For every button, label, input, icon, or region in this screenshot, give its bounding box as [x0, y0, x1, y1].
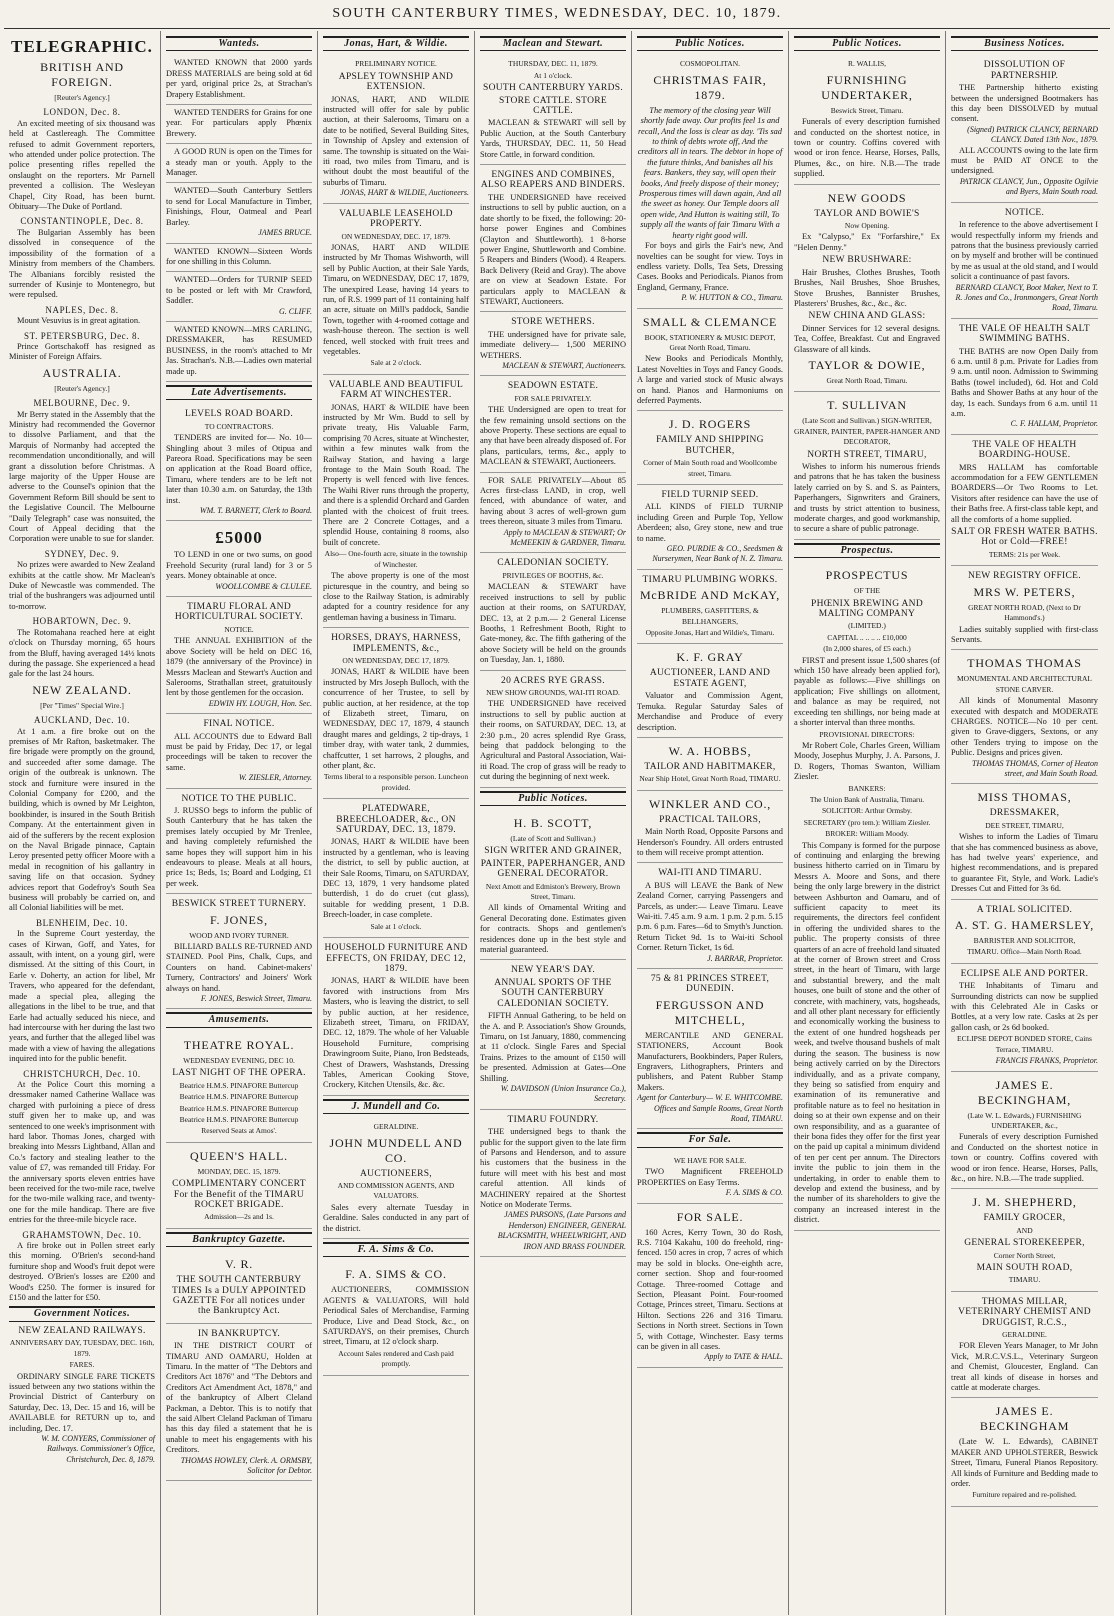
news-item: The Rotomahana reached here at eight o'clock on Thursday morning, 65 hours from the Bluff, having averaged 14½ knots during the passage. She experienced a head gale for the last 24 hours.: [9, 627, 155, 679]
column-jonas-hart-wildie: [318, 31, 475, 1615]
ad-name: J. M. SHEPHERD,: [972, 1195, 1077, 1210]
ad-subtitle: BANKERS:: [848, 783, 886, 793]
ad-title: HORSES, DRAYS, HARNESS, IMPLEMENTS, &c.,: [331, 633, 461, 654]
ad-signature: JONAS, HART & WILDIE, Auctioneers.: [340, 188, 469, 198]
ad-name: F. JONES,: [210, 912, 268, 927]
ad-title: NEW BRUSHWARE:: [822, 255, 912, 266]
ad-body: FOR Eleven Years Manager, to Mr John Vick, M.R.C.V.S.L., Veterinary Surgeon and Chemist, Gloucester, England. Can treat all kinds of disease in horses and cattle at moderate charges.: [951, 1341, 1098, 1393]
ad-signature: W. M. CONYERS, Commissioner of Railways. Commissioner's Office, Christchurch, Dec. 8, 1879.: [41, 1433, 155, 1464]
ad-subtitle: TO CONTRACTORS.: [204, 421, 274, 431]
ad-subtitle: Admission—2s and 1s.: [204, 1212, 274, 1222]
section-banner: Business Notices.: [951, 36, 1098, 51]
ad-signature: WM. T. BARNETT, Clerk to Board.: [199, 506, 312, 516]
ad-subtitle: BARRISTER AND SOLICITOR,: [973, 936, 1076, 946]
ad-body: Wishes to inform his numerous friends and patrons that he has taken the business lately carried on by S. and S. as Painters, Paperhangers, Signwriters and Grainers, and trusts by strict attention to business, moderate charges, and good workmanship, to secure a share of public patronage.: [794, 461, 940, 534]
ad-title: FINAL NOTICE.: [203, 719, 275, 730]
ad-name: TAYLOR & DOWIE,: [808, 357, 926, 372]
cast-line: Beatrice H.M.S. PINAFORE Buttercup: [179, 1103, 299, 1113]
ad-body: Mr Robert Cole, Charles Green, William Moody, Josephus Murphy, J. A. Parsons, J. D. Rogers, Thomas Swanton, William Ziesler.: [794, 740, 940, 782]
ad-subtitle: Near Ship Hotel, Great North Road, TIMARU.: [639, 774, 781, 784]
ad-subtitle: PRIVILEGES OF BOOTHS, &c.: [502, 570, 604, 580]
ad-title: SALT OR FRESH WATER BATHS. Hot or Cold—FREE!: [951, 527, 1098, 548]
ad-body: All kinds of Ornamental Writing and General Decorating done. Estimates given for contracts. Shops and gentlemen's residences done up in the best style and material guaranteed.: [480, 903, 626, 955]
ad-body: A GOOD RUN is open on the Times for a steady man or youth. Apply to the Manager.: [166, 147, 312, 178]
ad-subtitle: ECLIPSE DEPOT BONDED STORE, Cains Terrace, TIMARU.: [957, 1034, 1092, 1054]
ad-body: A BUS will LEAVE the Bank of New Zealand Corner, carrying Passengers and Parcels, as under:— Leave Timaru. Leave Wai-iti. 7.45 a.m. 9 a.m. 1 p.m. 2 p.m. 5.15 p.m. 6 p.m. Fares—6d to Smyth's Junction. Return Ticket 9d. 1s to Wai-iti School Corner. Return Ticket, 1s 6d.: [637, 880, 783, 953]
ad-title: PRACTICAL TAILORS,: [659, 814, 761, 825]
ad-body: WANTED—South Canterbury Settlers to send for Local Manufacture in Timber, Finishings, Flour, Oatmeal and Pearl Barley.: [166, 186, 312, 227]
ad-subtitle: Also— One-fourth acre, situate in the township of Winchester.: [324, 549, 468, 569]
ad-body: Funerals of every description Furnished and Conducted on the shortest notice in town or country. Coffins covered with wood or iron fence. Hearse, Horses, Palls, &c., on hire. N.B.—The trade supplied.: [951, 1132, 1098, 1183]
ad-title: SOUTH CANTERBURY YARDS.: [482, 83, 623, 94]
ad-signature: WOOLLCOMBE & CLULEE.: [215, 581, 312, 591]
dateline: MELBOURNE, Dec. 9.: [33, 398, 131, 409]
column-public-notices-2: [789, 31, 946, 1615]
cast-line: Beatrice H.M.S. PINAFORE Buttercup: [179, 1080, 299, 1090]
ad-subtitle: BOOK, STATIONERY & MUSIC DEPOT, Great North Road, Timaru.: [644, 332, 776, 352]
ad-body: Hair Brushes, Clothes Brushes, Tooth Brushes, Nail Brushes, Shoe Brushes, Stove Brushes, Bannister Brushes, Plasterers' Brushes, &c., &c., &c.: [794, 267, 940, 308]
ad-signature: THOMAS THOMAS, Corner of Heaton street, and Main South Road.: [972, 758, 1098, 778]
ad-subtitle: R. WALLIS,: [848, 59, 886, 69]
ad-subtitle: GREAT NORTH ROAD, (Next to Dr Hammond's.): [968, 602, 1081, 623]
ad-body: THE undersigned begs to thank the public for the support given to the late firm of Parsons and Henderson, and to assure his customers that the business in the future will meet with his best and most careful attention. All kinds of MACHINERY repaired at the Shortest Notice on Moderate Terms.: [480, 1127, 626, 1209]
ad-title: THE VALE OF HEALTH SALT SWIMMING BATHS.: [959, 323, 1090, 345]
ad-title: SEADOWN ESTATE.: [507, 381, 599, 392]
ad-signature: Apply to TATE & HALL.: [704, 1352, 783, 1362]
section-banner: Public Notices.: [480, 791, 626, 806]
ad-name: FERGUSSON AND MITCHELL,: [655, 997, 765, 1027]
ad-subtitle: (In 2,000 shares, of £5 each.): [823, 644, 911, 654]
ad-body: Sales every alternate Tuesday in Geraldine. Sales conducted in any part of the district.: [323, 1202, 469, 1233]
ad-title: NEW REGISTRY OFFICE.: [968, 571, 1081, 582]
ad-body: THE ANNUAL EXHIBITION of the above Society will be held on DEC 16, 1879 (the anniversary of the Province) in Messrs Maclean and Stewart's Auction and Salerooms, Strathallan street, gratuitously lent by those gentlemen for the occasion.: [166, 636, 312, 698]
ad-signature: GEO. PURDIE & CO., Seedsmen & Nurserymen, Near Bank of N. Z. Timaru.: [652, 544, 783, 564]
ad-title: ENGINES AND COMBINES, ALSO REAPERS AND BINDERS.: [480, 170, 626, 191]
ad-subtitle: (Late W. L. Edwards,) FURNISHING UNDERTAKER, &c.,: [967, 1110, 1082, 1130]
ad-body: JONAS, HART, AND WILDIE instructed will offer for sale by public auction, at their Salerooms, Timaru on a date to be notified, Several Building Sites, in Township of Apsley and extension of same. The township is situated on the Wai-iti road, two miles from Timaru, and is without doubt the most beautiful of the suburbs of Timaru.: [323, 94, 469, 187]
ad-name: MISS THOMAS,: [977, 790, 1072, 805]
ad-subtitle: NOTICE.: [224, 624, 254, 634]
cast-line: Beatrice H.M.S. PINAFORE Buttercup: [179, 1114, 299, 1124]
ad-title: CALEDONIAN SOCIETY.: [497, 558, 609, 569]
ad-signature: JAMES PARSONS, (Late Parsons and Henderson) ENGINEER, GENERAL BLACKSMITH, WHEELWRIGHT, AND IRON AND BRASS FOUNDER.: [497, 1210, 626, 1251]
ad-title: PLATEDWARE, BREECHLOADER, &c., ON SATURDAY, DEC. 13, 1879.: [336, 804, 456, 836]
ad-subtitle: FOR SALE PRIVATELY.: [514, 393, 592, 403]
ad-title: FAMILY AND SHIPPING BUTCHER,: [656, 435, 764, 456]
section-banner: Late Advertisements.: [166, 385, 312, 400]
ad-title: £5000: [215, 528, 263, 548]
ad-body: THE BATHS are now Open Daily from 6 a.m. until 8 p.m. Private for Ladies from 9 a.m. until noon. Admission to Swimming Baths (towel included), 6d. Hot and Cold Baths and Shower Baths at any hour of the day, 1s each. Sundays from 6 a.m. until 11 a.m.: [951, 346, 1098, 418]
ad-title: PAINTER, PAPERHANGER, AND GENERAL DECORATOR.: [480, 858, 626, 880]
ad-title: MAIN SOUTH ROAD,: [976, 1262, 1073, 1273]
ad-title: 20 ACRES RYE GRASS.: [501, 675, 605, 686]
wire-line: [Per "Times" Special Wire.]: [40, 700, 124, 710]
ad-subtitle: (Late Scott and Sullivan.) SIGN-WRITER, GRAINER, PAINTER, PAPER-HANGER AND DECORATOR,: [794, 416, 940, 447]
section-banner: Prospectus.: [794, 543, 940, 558]
ad-title: AUCTIONEERS,: [360, 1168, 432, 1179]
ad-signature: THOMAS HOWLEY, Clerk. A. ORMSBY, Solicitor for Debtor.: [180, 1455, 312, 1476]
news-item: Prince Gortschakoff has resigned as Minister of Foreign Affairs.: [9, 341, 155, 362]
ad-signature: P. W. HUTTON & CO., Timaru.: [681, 293, 783, 303]
column-business-notices: [946, 31, 1103, 1615]
ad-subtitle: WOOD AND IVORY TURNER.: [189, 930, 289, 940]
ad-name: FURNISHING UNDERTAKER,: [821, 72, 913, 102]
ad-body: Main North Road, Opposite Parsons and Henderson's Foundry. All orders entrusted to them will receive prompt attention.: [637, 827, 783, 857]
column-maclean-stewart: [475, 31, 632, 1615]
ad-title: NEW YEAR'S DAY.: [510, 965, 596, 976]
ad-title: FAMILY GROCER,: [983, 1213, 1066, 1224]
ad-subtitle: TIMARU. Office—Main North Road.: [967, 947, 1082, 957]
agency-line: [Reuter's Agency.]: [54, 93, 110, 102]
ad-body: WANTED—Orders for TURNIP SEED to be posted or left with Mr Crawford, Saddler.: [166, 275, 312, 306]
ad-title: IN BANKRUPTCY.: [197, 1328, 281, 1339]
ad-body: MERCANTILE AND GENERAL STATIONERS, Account Book Manufacturers, Bookbinders, Paper Rulers, Engravers, Lithographers, Printers and publishers, and Patent Rubber Stamp Makers.: [637, 1030, 783, 1092]
section-banner: Amusements.: [166, 1012, 312, 1027]
dateline: ST. PETERSBURG, Dec. 8.: [24, 330, 140, 341]
ad-name: McBRIDE AND McKAY,: [639, 588, 781, 603]
news-item: The Bulgarian Assembly has been dissolved in consequence of the impossibility of the formation of a Ministry from members of the Chambers. The Albanians forcibly resisted the surrender of Kusinje to Montenegro, but were repulsed.: [9, 227, 155, 300]
ad-title: AUCTIONEER, LAND AND ESTATE AGENT,: [649, 668, 771, 689]
ad-body: MRS HALLAM has comfortable accommodation for a FEW GENTLEMEN BOARDERS—Or Two Rooms to Let. Visitors after residence can have the use of their Baths free. A first-class table kept, and all the comforts of a home supplied.: [951, 462, 1098, 524]
ad-body: THE Undersigned are open to treat for the few remaining unsold sections on the above Property. These sections are equal to any that have been already disposed of. For plans, particulars, terms, &c., apply to MACLEAN & STEWART, Auctioneers.: [480, 405, 626, 467]
ad-title: A TRIAL SOLICITED.: [976, 904, 1073, 915]
ad-body: TENDERS are invited for— No. 10—Shingling about 3 miles of Otipua and Pareora Road. Specifications may be seen on application at the Road Board office, Timaru, where tenders are to be left not later than 10.30 a.m. on Saturday, the 13th inst.: [166, 433, 312, 505]
ad-body: Ladies suitably supplied with first-class Servants.: [951, 624, 1098, 644]
ad-body: Wishes to inform the Ladies of Timaru that she has commenced business as above, has had twelve years' experience, and highest recommendations, and is prepared to guarantee Fit, Style, and Work. Ladie's Dresses Cut and Fitted for 3s 6d.: [951, 832, 1098, 894]
ad-subtitle: THURSDAY, DEC. 11, 1879.: [508, 59, 598, 69]
ad-subtitle: SECRETARY (pro tem.): William Ziesler.: [803, 817, 931, 827]
dateline: CONSTANTINOPLE, Dec. 8.: [20, 216, 144, 227]
ad-body: ORDINARY SINGLE FARE TICKETS issued between any two stations within the Provincial District of Canterbury on Saturday, Dec. 13, Dec. 15 and 16, will be AVAILABLE for RETURN up to, and including, Dec. 17.: [9, 1371, 155, 1433]
ad-name: A. ST. G. HAMERSLEY,: [954, 918, 1095, 933]
ad-name: JAMES E. BECKINGHAM,: [977, 1077, 1072, 1107]
section-heading: AUSTRALIA.: [42, 365, 122, 380]
ad-subtitle: Beswick Street, Timaru.: [830, 105, 904, 115]
ad-body: (Late W. L. Edwards), CABINET MAKER AND UPHOLSTERER, Beswick Street, Timaru, Funeral Pianos Repository. All kinds of Furniture and Bedding made to order.: [951, 1437, 1098, 1489]
ad-subtitle: At 1 o'clock.: [533, 70, 573, 80]
section-banner: Bankruptcy Gazette.: [166, 1232, 312, 1247]
dateline: AUCKLAND, Dec. 10.: [33, 715, 131, 726]
ad-body: MACLEAN & STEWART will sell by Public Auction, at the South Canterbury Yards, THURSDAY, DEC. 11, 50 Head Store Cattle, in forward condition.: [480, 118, 626, 159]
ad-body: MACLEAN & STEWART have received instructions to sell by public auction at their rooms, on SATURDAY, DEC. 13, at 2 p.m.— 2 General License Booths, 1 Refreshment Booth, Right to Gate-money, &c. The fifth gathering of the above Society will be held on the grounds on Tuesday, Jan. 1, 1880.: [480, 582, 626, 665]
ad-signature: BERNARD CLANCY, Boot Maker, Next to T. R. Jones and Co., Ironmongers, Great North Road, Timaru.: [955, 282, 1098, 313]
ad-body: JONAS, HART & WILDIE have been instructed by a gentleman, who is leaving the district, to sell by public auction, at their Sale Rooms, Timaru, on SATURDAY, DEC 13, 1879, 1 very handsome plated butterdish, 1 do do cruet (cut glass), suitable for wedding present, 1 D.B. Breech-loader, in case complete.: [323, 837, 469, 920]
ad-signature: J. BARRAR, Proprietor.: [707, 953, 783, 963]
ad-body: JONAS, HART & WILDIE have been instructed by Mrs Joseph Bulloch, with the concurrence of her Trustee, to sell by public auction, at her residence, at the top of Elizabeth street, Timaru, on WEDNESDAY, DEC 17, 1879, 4 staunch draught mares and geldings, 2 tip-drays, 1 timber dray, with water tank, 2 dummies, chaffcutter, 1 set harrows, 2 ploughs, and other plant, &c.: [323, 667, 469, 770]
ad-body: WANTED TENDERS for Grains for one year. For particulars apply Phœnix Brewery.: [166, 108, 312, 138]
ad-name: THEATRE ROYAL.: [183, 1037, 295, 1052]
ad-subtitle: CAPITAL .. .. .. .. £10,000: [827, 632, 907, 642]
ad-title: NORTH STREET, TIMARU,: [807, 449, 927, 460]
news-item: In the Supreme Court yesterday, the cases of Kirwan, Goff, and Yates, for assault, with intent, on a young girl, were dismissed. At the sitting of this Court, in Earle v. Doherty, an action for libel, Mr Travers, who appeared for the defendant, made a special plea, alleging the allegations in the libel to be true, and that Earle had actually seduced his niece, and had intercourse with her during the last two years, and further that the alleged libel was made with a view of having the allegations inquired into for the public benefit.: [9, 929, 155, 1064]
ad-title: DRESSMAKER,: [989, 808, 1060, 819]
ad-body: Valuator and Commission Agent, Temuka. Regular Saturday Sales of Merchandise and Produce of every description.: [637, 691, 783, 732]
cast-line: Beatrice H.M.S. PINAFORE Buttercup: [179, 1092, 299, 1102]
ad-body: JONAS, HART & WILDIE have been favored with instructions from Mrs Masters, who is leaving the district, to sell by public auction, at her residence, Elizabeth street, Timaru, on FRIDAY, DEC. 12, 1879. The whole of her Valuable Household Furniture, comprising Drawingroom Suite, Piano, Iron Bedsteads, Chest of Drawers, Washstands, Dressing Tables, American Cooking Stove, Crockery, Kitchen Utensils, &c. &c.: [323, 976, 469, 1090]
ad-title: TIMARU PLUMBING WORKS.: [642, 574, 778, 585]
ad-title: ECLIPSE ALE AND PORTER.: [960, 968, 1089, 979]
ad-title: COMPLIMENTARY CONCERT For the Benefit of the TIMARU ROCKET BRIGADE.: [172, 1179, 306, 1210]
ad-title: BESWICK STREET TURNERY.: [171, 899, 307, 910]
ad-title: PHŒNIX BREWING AND MALTING COMPANY: [810, 598, 923, 620]
ad-title: DISSOLUTION OF PARTNERSHIP.: [983, 60, 1066, 81]
ad-name: F. A. SIMS & CO.: [345, 1267, 447, 1282]
ad-subtitle: ANNIVERSARY DAY, TUESDAY, DEC. 16th, 1879.: [9, 1338, 155, 1358]
ad-subtitle: Terms liberal to a responsible person. Luncheon provided.: [323, 772, 469, 792]
ad-subtitle: PRELIMINARY NOTICE.: [355, 59, 437, 69]
ad-body: This Company is formed for the purpose of continuing and enlarging the brewing business hitherto carried on in Timaru by Messrs A. Moore and Sons, and there being the only large brewery in the district between Ashburton and Oamaru, and of sufficient capacity to meet its requirements, the directors feel confident in offering the undivided shares to the public. The property consists of three quarters of an acre of freehold land situated at the corner of Brown street and Cross street, in the heart of Timaru, with large and substantial brewery, and the malt houses, one built of stone and the other of concrete, with machinery, vats, hogsheads, and all other plant necessary for efficiently and economically working the business to the extent of one hundred hogsheads per week, and twelve thousand bushels of malt during the season. The business is now being actively carried on by the Directors individually, and as a private company, they being so satisfied from enquiry and examination of its remunerative and profitable nature as to feel no hesitation in doing so at their own expense and on their own responsibility, and as a guarantee of their bona fides they offer for the first year on the paid up capital a minimum dividend of ten per cent per annum. The Directors invite the public to join them in the undertaking, in order to enable them to develop and extend the business, and by the number of its shareholders to give the company an increased interest in the district.: [794, 840, 940, 1225]
news-item: At the Police Court this morning a dressmaker named Catherine Wallace was charged with purloining a piece of dress stuff given her to make up, and was sentenced to one week's imprisonment with hard labor. Thomas Jones, charged with breaking into Messrs Lightband, Allan and Co.'s factory and stealing leather to the value of £7, was remanded till Friday. For the anniversary sports eleven entries have been received for the two-mile race, twelve for the two-mile walking race, and twenty-one for the mile handicap. There are five entries for the three-mile bicycle race.: [9, 1079, 155, 1225]
ad-name: SMALL & CLEMANCE: [642, 314, 778, 329]
ad-name: W. A. HOBBS,: [668, 743, 752, 758]
ad-body: In reference to the above advertisement I would respectfully inform my friends and patrons that the business previously carried on by myself and brother will be continued by me as usual at the old stand, and I would solicit a continuance of past favors.: [951, 220, 1098, 282]
ad-name: QUEEN'S HALL.: [190, 1148, 288, 1163]
section-banner: Maclean and Stewart.: [480, 36, 626, 51]
ad-body: The memory of the closing year Will shortly fade away. Our profits feel 1s and recall, And the loss is clear as day. 'Tis sad to think of debts wrote off, And the creditors all in tears. The debtor in hope of the future thinks, And banishes all his fears. Bankers, they say, will open their books, And freely dispose of their money; Prosperous times will dawn again, And all the sweet as honey. Our Temple doors all open wide, And Hutton is waiting still, To supply all the wants of fair Timaru With a hearty right good will.: [637, 105, 783, 240]
ad-title: TAILOR AND HABITMAKER,: [644, 761, 776, 772]
section-banner: Government Notices.: [9, 1306, 155, 1321]
ad-subtitle: ON WEDNESDAY, DEC 17, 1879.: [342, 655, 450, 665]
ad-subtitle: MONUMENTAL AND ARCHITECTURAL STONE CARVER.: [957, 674, 1092, 694]
ad-body: FIFTH Annual Gathering, to be held on the A. and P. Association's Show Grounds, Timaru, on 1st January, 1880, commencing at 11 o'clock. Single Fares and Special Trains. Prizes to the amount of £150 will be presented. Admission at Gates—One Shilling.: [480, 1011, 626, 1083]
ad-name: CHRISTMAS FAIR, 1879.: [653, 72, 767, 102]
ad-body: Funerals of every description furnished and conducted on the shortest notice, in town or country. Coffins covered with wood or iron fence. Hearse, Horses, Palls, Plumes, &c., on hire. N.B.—The trade supplied.: [794, 117, 940, 179]
ad-title: THE SOUTH CANTERBURY TIMES Is a DULY APPOINTED GAZETTE For all notices under the Bankruptcy Act.: [172, 1275, 306, 1317]
ad-subtitle: FARES.: [69, 1360, 95, 1370]
ad-subtitle: Corner North Street,: [993, 1250, 1056, 1260]
ad-title: TIMARU FOUNDRY.: [507, 1114, 599, 1125]
news-item: At 1 a.m. a fire broke out on the premises of Mr Rafton, basketmaker. The fire brigade were promptly on the ground, and succeeded after some damage. The origin of the outbreak is unknown. The stock and furniture were insured in the Colonial Company for £200, and the building, which is owned by Mr Leighton, bookbinder, is insured in the South British Company. At the entertainment given in aid of the sufferers by the recent explosion on the Naval Brigade pinnace, Captain Leroy presented petty officer Moore with a medal in recognition of his gallantry in saving life on that occasion. Sydney advices report that Godefroy's South Sea business will probably be carried on, and all Colonial liabilities will be met.: [9, 726, 155, 913]
ad-body: J. RUSSO begs to inform the public of South Canterbury that he has taken the premises lately occupied by Mr Trenlee, and having completely refurnished the same hopes they will support him in his endeavours to please. Meals at all hours, price 1s; Beds, 1s; Board and Lodging, £1 per week.: [166, 805, 312, 888]
ad-body: New Books and Periodicals Monthly, Latest Novelties in Toys and Fancy Goods. A large and varied stock of Music always on hand. Pianos and Harmoniums on deferred Payments.: [637, 354, 783, 405]
ad-signature: W. ZIESLER, Attorney.: [238, 773, 312, 783]
ad-title: NOTICE TO THE PUBLIC.: [181, 793, 297, 804]
section-banner: Public Notices.: [637, 36, 783, 51]
ad-subtitle: AND COMMISSION AGENTS, AND VALUATORS.: [337, 1181, 455, 1201]
ad-title: LAST NIGHT OF THE OPERA.: [172, 1068, 306, 1079]
ad-subtitle: Great North Road, Timaru.: [826, 375, 908, 385]
ad-title: LEVELS ROAD BOARD.: [184, 409, 294, 420]
ad-body: ALL ACCOUNTS owing to the late firm must be PAID AT ONCE to the undersigned.: [951, 145, 1098, 176]
column-telegraphic: [4, 31, 161, 1615]
ad-subtitle: WEDNESDAY EVENING, DEC 10.: [183, 1055, 295, 1065]
ad-name: T. SULLIVAN: [827, 398, 907, 413]
ad-title: NEW CHINA AND GLASS:: [808, 311, 926, 322]
ad-name: NEW GOODS: [827, 190, 907, 205]
ad-body: JONAS, HART AND WILDIE instructed by Mr Thomas Wishworth, will sell by Public Auction, at their Sale Yards, Timaru, on WEDNESDAY, DEC 17, 1879, The unexpired Lease, having 14 years to run, of R.S. 1999 part of 11 containing half an acre, situate on Mill's paddock, Sandie Town, together with 4-roomed cottage and wash-house thereon. The section is well fenced, well stocked with fruit trees and vegetables.: [323, 242, 469, 356]
section-banner: J. Mundell and Co.: [323, 1099, 469, 1114]
ad-name: K. F. GRAY: [676, 650, 744, 665]
ad-signature: PATRICK CLANCY, Jun., Opposite Ogilvie and Byers, Main South road.: [959, 176, 1098, 197]
ad-signature: JAMES BRUCE.: [258, 228, 312, 238]
section-banner: Public Notices.: [794, 36, 940, 51]
ad-name: J. D. ROGERS: [668, 417, 752, 432]
ad-name: JAMES E. BECKINGHAM: [979, 1404, 1070, 1434]
ad-body: IN THE DISTRICT COURT of TIMARU AND OAMARU, Holden at Timaru. In the matter of "The Debtors and Creditors Act 1876" and "The Debtors and Creditors Act Amendment Act, 1878," and of the bankruptcy of Albert Cleland Packman, a Debtor. This is to notify that the said Albert Cleland Packman of Timaru has this day filed a statement that he is unable to meet his engagements with his Creditors.: [166, 1341, 312, 1455]
ad-subtitle: Next Amott and Edmiston's Brewery, Brown Street, Timaru.: [485, 881, 621, 902]
ad-signature: FRANCIS FRANKS, Proprietor.: [995, 1056, 1098, 1066]
section-banner: For Sale.: [637, 1132, 783, 1147]
masthead: SOUTH CANTERBURY TIMES, WEDNESDAY, DEC. 10, 1879.: [4, 0, 1110, 29]
ad-body: TO LEND in one or two sums, on good Freehold Security (rural land) for 3 or 5 years. Money obtainable at once.: [166, 550, 312, 581]
ad-signature: G. CLIFF.: [279, 306, 312, 316]
ad-subtitle: NEW SHOW GROUNDS, WAI-ITI ROAD.: [486, 687, 620, 697]
ad-subtitle: PLUMBERS, GASFITTERS, & BELLHANGERS,: [661, 606, 759, 626]
ad-body: The above property is one of the most picturesque in the country, and being so close to the Railway Station, is admirably adapted for a country residence for any gentleman having a business in Timaru.: [323, 571, 469, 622]
ad-body: ALL ACCOUNTS due to Edward Ball must be paid by Friday, Dec 17, or legal proceedings will be taken to recover the same.: [166, 731, 312, 772]
ad-title: SIGN WRITER AND GRAINER,: [484, 846, 622, 857]
ad-body: AUCTIONEERS, COMMISSION AGENTS & VALUATORS, Will hold Periodical Sales of Merchandise, Farming Produce, Live and Dead Stock, &c., on SATURDAYS, on their premises, Church street, Timaru, at 12 o'clock sharp.: [323, 1285, 469, 1347]
ad-name: WINKLER AND CO.,: [648, 796, 772, 811]
ad-signature: F. A. SIMS & CO.: [725, 1188, 783, 1198]
ad-name: H. B. SCOTT,: [513, 816, 593, 830]
ad-title: VALUABLE AND BEAUTIFUL FARM AT WINCHESTER.: [328, 379, 464, 401]
ad-body: THE Partnership hitherto existing between the undersigned Bootmakers has this day been DISSOLVED by mutual consent.: [951, 83, 1098, 124]
dateline: GRAHAMSTOWN, Dec. 10.: [22, 1229, 142, 1240]
ad-body: THE undersigned have for private sale, immediate delivery— 1,500 MERINO WETHERS.: [480, 329, 626, 360]
ad-subtitle: PROVISIONAL DIRECTORS:: [819, 729, 915, 739]
section-banner: Wanteds.: [166, 36, 312, 51]
ad-title: GENERAL STOREKEEPER,: [964, 1238, 1085, 1249]
ad-title: HOUSEHOLD FURNITURE AND EFFECTS, ON FRIDAY, DEC 12, 1879.: [324, 943, 468, 974]
ad-subtitle: Account Sales rendered and Cash paid promptly.: [338, 1348, 454, 1369]
ad-signature: F. JONES, Beswick Street, Timaru.: [200, 994, 312, 1004]
ad-title: THOMAS MILLAR, VETERINARY CHEMIST AND DRUGGIST, R.C.S.,: [958, 1296, 1091, 1328]
ad-subtitle: GERALDINE.: [1002, 1330, 1047, 1339]
ad-title: STORE WETHERS.: [511, 317, 595, 328]
ad-title: WAI-ITI AND TIMARU.: [658, 868, 762, 879]
ad-subtitle: TIMARU.: [1008, 1275, 1041, 1285]
ad-subtitle: COSMOPOLITAN.: [679, 59, 741, 69]
ad-title: THE VALE OF HEALTH BOARDING-HOUSE.: [972, 439, 1077, 461]
ad-name: THOMAS THOMAS: [967, 656, 1082, 671]
ad-subtitle: MONDAY, DEC. 15, 1879.: [197, 1166, 281, 1176]
ad-body: WANTED KNOWN that 2000 yards DRESS MATERIALS are being sold at 6d per yard, original price 2s, at Strachan's Drapery Establishment.: [166, 58, 312, 99]
ad-name: JOHN MUNDELL AND CO.: [329, 1135, 463, 1165]
ad-signature: C. F. HALLAM, Proprietor.: [1010, 419, 1098, 429]
news-item: A fire broke out in Pollen street early this morning. O'Brien's second-hand furniture shop and Wood's fruit depot were destroyed. O'Brien's losses are £200 and Wood's £250. The former is insured for £150 and the latter for £50.: [9, 1241, 155, 1303]
news-item: Mr Berry stated in the Assembly that the Ministry had recommended the Governor to dissolve Parliament, and that the Marquis of Normanby had accepted the recommendation unconditionally, and will grant a dissolution before Christmas. A large majority of the Upper House are adverse to the Counsel's opinion that the Government Reform Bill should be sent to the Legislative Council. The Melbourne "Daily Telegraph" case was nonsuited, the Court of Appeal deciding that the Corporation were unable to sue for slander.: [9, 409, 155, 544]
ad-signature: Agent for Canterbury— W. E. WHITCOMBE. Offices and Sample Rooms, Great North Road, TIMARU.: [637, 1093, 783, 1124]
ad-subtitle: Corner of Main South road and Woollcombe street, Timaru.: [643, 458, 777, 478]
ad-body: Ex "Calypso," Ex "Forfarshire," Ex "Helen Denny.": [794, 232, 940, 252]
ad-subtitle: TERMS: 21s per Week.: [988, 549, 1061, 559]
section-heading: NEW ZEALAND.: [32, 682, 132, 697]
ad-subtitle: (LIMITED.): [848, 621, 886, 631]
dateline: BLENHEIM, Dec. 10.: [35, 917, 129, 928]
ad-title: NOTICE.: [1004, 207, 1045, 218]
ad-name: V. R.: [224, 1257, 254, 1272]
ad-body: THE UNDERSIGNED have received instructions to sell by public auction at their rooms, on SATURDAY, DEC. 13, at 2:30 p.m., 20 acres splendid Rye Grass, being that paddock belonging to the Agricultural and Pastoral Association, Wai-iti Road. The crop of grass will be ready to cut during the beginning of next week.: [480, 699, 626, 782]
ad-signature: MACLEAN & STEWART, Auctioneers.: [502, 360, 626, 370]
ad-signature: W. DAVIDSON (Union Insurance Co.), Secretary.: [500, 1083, 626, 1104]
ad-body: ALL KINDS of FIELD TURNIP including Green and Purple Top, Yellow Aberdeen; also, Grey stone, new and true to name.: [637, 502, 783, 543]
agency-line: [Reuter's Agency.]: [54, 383, 110, 393]
news-item: An excited meeting of six thousand was held at Castlereagh. The Committee refused to admit Government reporters, who attended under police protection. The police presenting rifles repelled the onslaught on the reporters. Mr Parnell prevented a collision. The Wesleyan Chapel, City Road, has been burnt. Obituary—The Duke of Portland.: [9, 118, 155, 212]
ad-subtitle: GERALDINE.: [373, 1122, 419, 1132]
ad-subtitle: Furniture repaired and re-polished.: [972, 1490, 1077, 1500]
column-wanteds: [161, 31, 318, 1615]
section-banner: F. A. Sims & Co.: [323, 1242, 469, 1257]
ad-body: Dinner Services for 12 several designs. Tea, Coffee, Breakfast. Cut and Engraved Glassware of all kinds.: [794, 323, 940, 354]
ad-signature: Apply to MACLEAN & STEWART; Or McMEEKIN & GARDNER, Timaru.: [503, 527, 626, 548]
ad-subtitle: The Union Bank of Australia, Timaru.: [809, 794, 925, 804]
ad-body: FIRST and present issue 1,500 shares (of which 150 have already been applied for), payable as follows:—Five shillings on application; Five shillings on allotment, and balance as may be required, not exceeding ten shillings, nor being made at a shorter interval than three months.: [794, 655, 940, 728]
ad-body: WANTED KNOWN—Sixteen Words for one shilling in this Column.: [166, 246, 312, 266]
ad-subtitle: Reserved Seats at Amos'.: [201, 1126, 277, 1136]
ad-subtitle: WE HAVE FOR SALE.: [673, 1155, 747, 1165]
telegraphic-title: TELEGRAPHIC.: [11, 37, 153, 56]
dateline: HOBARTOWN, Dec. 9.: [32, 616, 132, 627]
ad-subtitle: Opposite Jonas, Hart and Wildie's, Timaru.: [645, 628, 775, 638]
ad-body: THE Inhabitants of Timaru and Surrounding districts can now be supplied with this Celebrated Ale in Casks or Bottles, at a very low rate. Casks at 2s per gallon cash, or 2s 6d booked.: [951, 981, 1098, 1032]
ad-name: PROSPECTUS: [825, 568, 909, 583]
ad-body: FOR SALE PRIVATELY—About 85 Acres first-class LAND, in crop, well fenced, with abundance of water, and having about 3 acres of well-grown gum trees thereon, situate 3 miles from Timaru.: [480, 475, 626, 527]
ad-subtitle: Sale at 2 o'clock.: [370, 358, 422, 368]
ad-subtitle: DEE STREET, TIMARU,: [985, 820, 1064, 830]
news-item: No prizes were awarded to New Zealand exhibits at the cattle show. Mr Maclean's Duke of Newcastle was commended. The trial of the bushrangers was adjourned until to-morrow.: [9, 560, 155, 611]
ad-subtitle: (Late of Scott and Sullivan.): [510, 834, 596, 843]
ad-subtitle: Now Opening.: [844, 221, 890, 231]
ad-title: TIMARU FLORAL AND HORTICULTURAL SOCIETY.: [174, 602, 304, 623]
ad-signature: (Signed) PATRICK CLANCY, BERNARD CLANCY. Dated 13th Nov., 1879.: [967, 124, 1098, 145]
ad-subtitle: SOLICITOR: Arthur Ormsby.: [822, 806, 912, 816]
ad-subtitle: ON WEDNESDAY, DEC. 17, 1879.: [341, 231, 451, 241]
news-item: Mount Vesuvius is in great agitation.: [17, 316, 141, 326]
ad-body: For boys and girls the Fair's new, And novelties can be sought for view. Toys in endless variety. Dolls, Tea Sets, Dressing Cases. Books and Periodicals. Pianos from England, Germany, France.: [637, 241, 783, 292]
ad-title: FIELD TURNIP SEED.: [661, 490, 759, 500]
section-banner: Jonas, Hart, & Wildie.: [323, 36, 469, 51]
ad-title: NEW ZEALAND RAILWAYS.: [18, 1325, 146, 1336]
ad-subtitle: BROKER: William Moody.: [825, 829, 909, 839]
section-heading: BRITISH AND FOREIGN.: [40, 60, 124, 89]
ad-title: VALUABLE LEASEHOLD PROPERTY.: [339, 208, 453, 230]
ad-name: MRS W. PETERS,: [973, 584, 1076, 599]
ad-title: 75 & 81 PRINCES STREET, DUNEDIN.: [650, 974, 770, 995]
ad-body: TWO Magnificent FREEHOLD PROPERTIES on Easy Terms.: [637, 1167, 783, 1187]
ad-body: All kinds of Monumental Masonry executed with despatch and MODERATE CHARGES. NOTICE—No 10 per cent. given to Grave-diggers, Sextons, or any other Tenders trying to impose on the Public. Designs and prices given.: [951, 696, 1098, 758]
column-public-notices: [632, 31, 789, 1615]
dateline: SYDNEY, Dec. 9.: [44, 548, 120, 559]
ad-body: 160 Acres, Kerry Town, 30 do Rosh, R.S. 7104 Kakahu, 100 do freehold, ring-fenced. 150 acres in crop, 7 acres of which may be sold in blocks. One-eighth acre, corner section. Shop and four-roomed Cottage. Three-roomed Cottage and Section, Pleasant Point. Four-roomed Cottage, Princes street, Timaru. Sections at Hilton. Sections 226 and 316 Timaru. Sections in North street. Sections in Town 5, with Cottage, Winchester. Easy terms can be given in all cases.: [637, 1227, 783, 1351]
ad-title: TAYLOR AND BOWIE'S: [814, 208, 920, 219]
ad-body: JONAS, HART & WILDIE have been instructed by Mr Wm. Budd to sell by private treaty, His Valuable Farm, comprising 70 Acres, situate at Winchester, within a few minutes walk from the Railway Station, and having a large frontage to the Main South Road. The Property is well fenced with live fences. The Waihi River runs through the property, and there is a splendid Orchard and Garden planted with the choicest of fruit trees. There are 2 Concrete Cottages, and a splendid House, containing 8 rooms, also built of concrete.: [323, 402, 469, 547]
dateline: LONDON, Dec. 8.: [43, 107, 121, 118]
ad-body: BILLIARD BALLS RE-TURNED AND STAINED. Pool Pins, Chalk, Cups, and Counters on hand. Cabinet-makers' Turnery, Contractors' and Joiners' Work always on hand.: [166, 942, 312, 993]
ad-body: WANTED KNOWN—MRS CARLING, DRESSMAKER, has RESUMED BUSINESS, in the room's attached to Mr Jas. Strachan's. N.B.—Ladies own material made up.: [166, 324, 312, 376]
dateline: NAPLES, Dec. 8.: [45, 304, 119, 315]
ad-name: FOR SALE.: [676, 1209, 744, 1224]
ad-subtitle: OF THE: [854, 586, 880, 596]
ad-title: APSLEY TOWNSHIP AND EXTENSION.: [338, 71, 454, 93]
ad-title: ANNUAL SPORTS OF THE SOUTH CANTERBURY CALEDONIAN SOCIETY.: [494, 977, 612, 1009]
ad-title: STORE CATTLE. STORE CATTLE.: [498, 95, 607, 117]
ad-subtitle: AND: [1016, 1225, 1033, 1235]
ad-signature: EDWIN HY. LOUGH, Hon. Sec.: [208, 698, 312, 708]
dateline: CHRISTCHURCH, Dec. 10.: [23, 1068, 141, 1079]
ad-subtitle: Sale at 1 o'clock.: [370, 921, 422, 931]
ad-body: THE UNDERSIGNED have received instructions to sell by public auction, on a date shortly to be fixed, the following: 20-horse power Engines and Combines (Clayton and Shuttleworth). 1 8-horse power Engine, Shuttleworth and Combine. 5 Reapers and Binders (Wood). 4 Reapers. Back Delivery (Reid and Gray). The above are on view at Seadown Estate. For particulars apply to MACLEAN & STEWART, Auctioneers.: [480, 192, 626, 306]
